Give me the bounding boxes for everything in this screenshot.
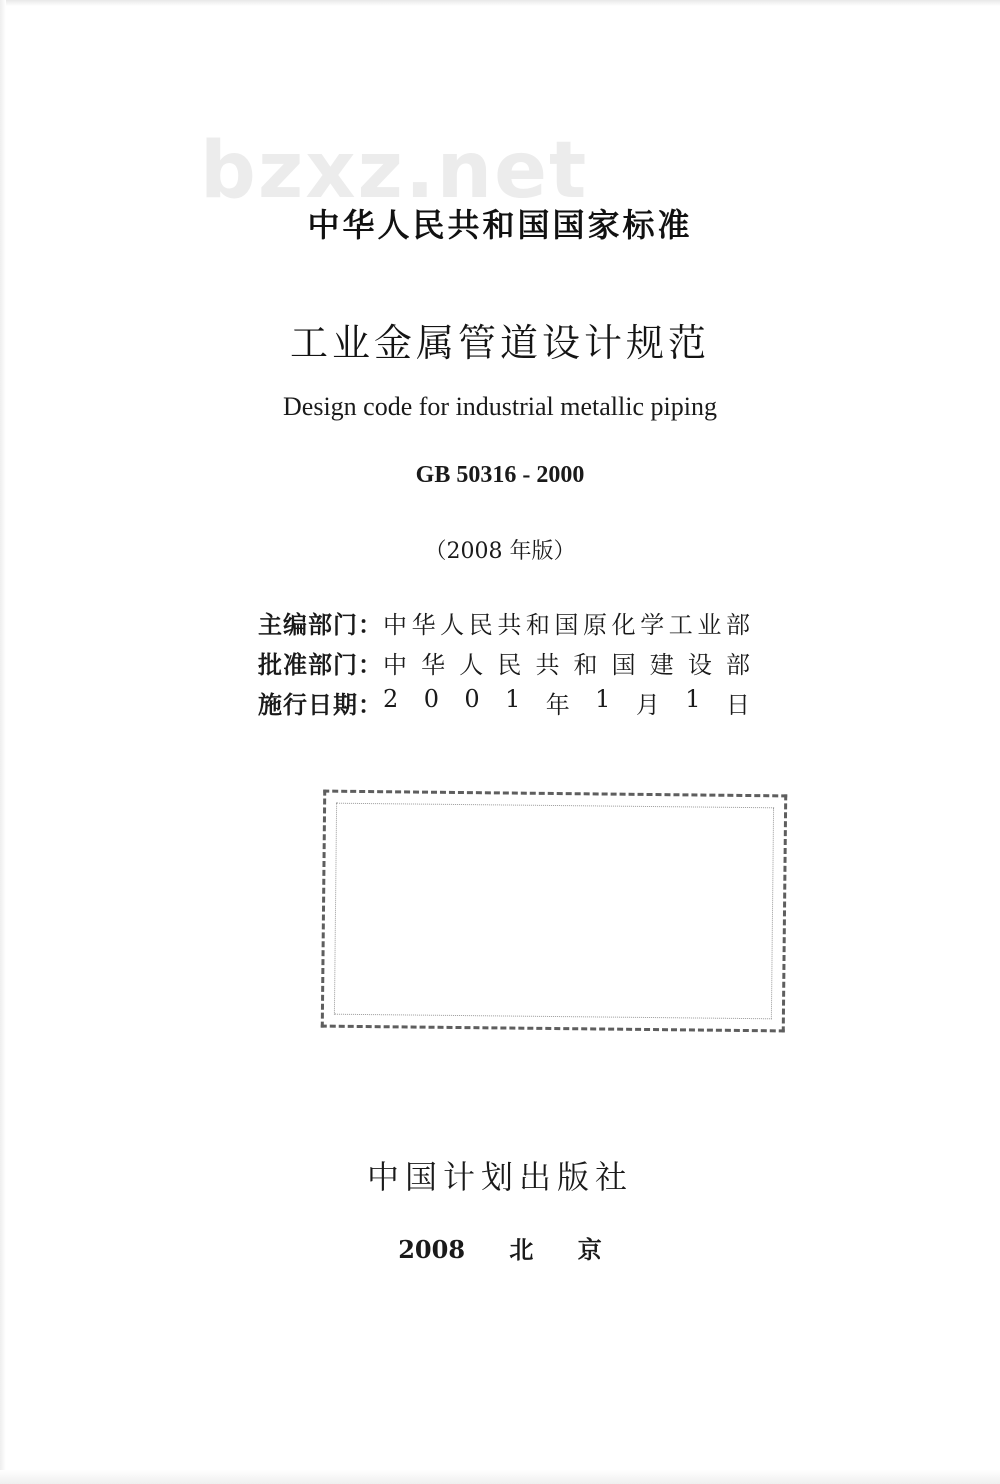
meta-value-char: 月: [635, 690, 660, 719]
publish-city-char-1: 北: [509, 1235, 534, 1264]
meta-value-char: 华: [421, 650, 446, 679]
meta-value-char: 民: [468, 610, 493, 639]
meta-value-char: 0: [423, 684, 439, 713]
meta-block: [258, 602, 750, 722]
meta-label: 批准部门：: [258, 649, 383, 679]
meta-value-char: 中: [383, 650, 407, 679]
publish-year-city: [0, 1230, 1000, 1265]
standard-header: 中华人民共和国国家标准: [307, 206, 693, 244]
meta-value-char: 0: [464, 684, 480, 713]
meta-value-char: 设: [687, 650, 712, 679]
meta-value-char: 部: [725, 650, 750, 679]
meta-row-effective-date: [258, 682, 750, 722]
meta-value-char: 建: [649, 650, 674, 679]
title-chinese: 工业金属管道设计规范: [289, 321, 710, 365]
meta-value-char: 1: [505, 684, 521, 713]
standard-code: GB 50316 - 2000: [415, 462, 585, 488]
scan-edge-bottom: [0, 1470, 1000, 1484]
meta-row-editor: [258, 602, 750, 642]
meta-value-char: 工: [668, 610, 693, 639]
meta-value-char: 原: [583, 610, 608, 639]
meta-value-char: 中: [383, 610, 407, 639]
meta-value-char: 1: [595, 684, 611, 713]
meta-value-char: 共: [497, 610, 522, 639]
meta-value-char: 和: [573, 650, 598, 679]
meta-value-char: 国: [554, 610, 579, 639]
meta-value-char: 华: [411, 610, 436, 639]
library-stamp: [321, 790, 787, 1033]
publisher-name: 中国计划出版社: [366, 1158, 633, 1196]
meta-value-char: 部: [725, 610, 750, 639]
meta-value-char: 化: [611, 610, 636, 639]
meta-value-char: 学: [640, 610, 665, 639]
meta-value-char: 和: [525, 610, 550, 639]
stamp-inner-border: [334, 803, 774, 1020]
edition-label: （2008 年版）: [424, 539, 576, 564]
meta-value: [383, 645, 750, 680]
watermark: bzxz.net: [200, 126, 589, 216]
meta-value-char: 国: [611, 650, 636, 679]
publish-year: 2008: [398, 1235, 466, 1264]
meta-label: 施行日期：: [258, 689, 383, 719]
meta-value-char: 日: [725, 690, 750, 719]
meta-value-char: 共: [535, 650, 560, 679]
meta-value-char: 民: [497, 650, 522, 679]
meta-value: [383, 605, 750, 640]
publish-city-char-2: 京: [577, 1235, 602, 1264]
meta-value: [383, 685, 750, 720]
meta-label: 主编部门：: [258, 609, 383, 639]
meta-value-char: 业: [697, 610, 722, 639]
meta-value-char: 年: [545, 690, 570, 719]
meta-value-char: 人: [440, 610, 465, 639]
meta-value-char: 1: [685, 684, 701, 713]
title-english: Design code for industrial metallic piping: [283, 392, 717, 421]
scan-edge-top: [0, 0, 1000, 6]
meta-value-char: 人: [459, 650, 484, 679]
meta-row-approver: [258, 642, 750, 682]
meta-value-char: 2: [383, 684, 399, 713]
